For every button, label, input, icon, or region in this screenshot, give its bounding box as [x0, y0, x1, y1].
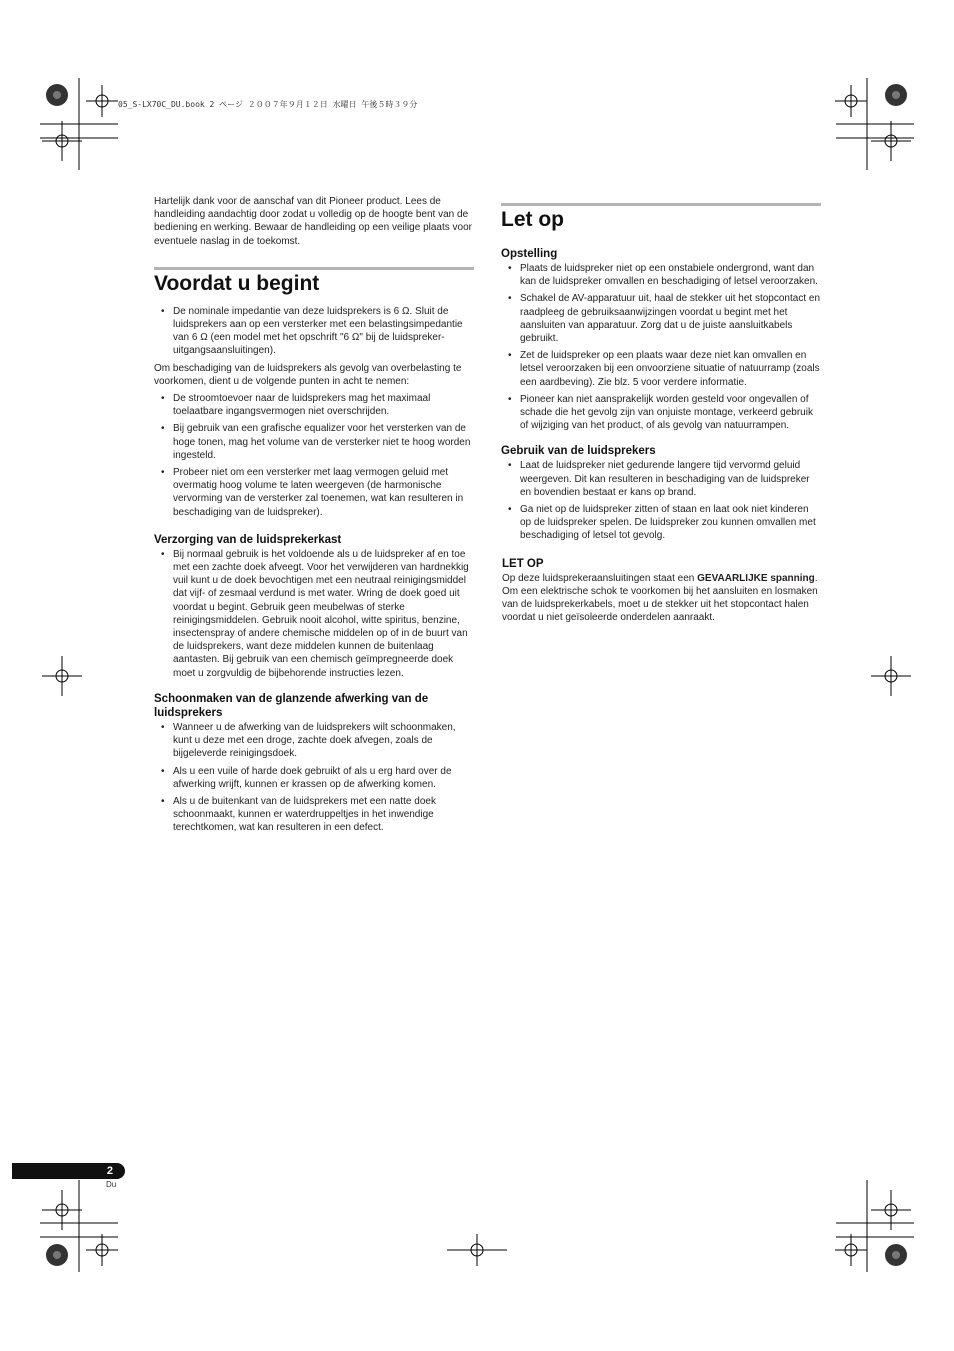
- caution-text-pre: Op deze luidsprekeraansluitingen staat een: [502, 572, 698, 584]
- page-language: Du: [106, 1180, 117, 1189]
- left-column: [154, 195, 474, 839]
- voordat-list-2: [154, 392, 474, 519]
- caution-text-bold-1: GEVAARLIJKE: [697, 572, 768, 584]
- list-item: • Bij gebruik van een grafische equalizer voor het versterken van de hoge tonen, mag het volume van de versterker niet te hoog worden ingesteld.: [154, 422, 474, 462]
- list-item: • Schakel de AV-apparatuur uit, haal de stekker uit het stopcontact en raadpleeg de gebruiksaanwijzingen voordat u begint met het aansluiten van apparatuur. Zorg dat u de juiste aansluitkabels gebruikt.: [501, 292, 821, 345]
- caution-text: [502, 572, 821, 625]
- caution-text-bold-2: spanning: [770, 572, 815, 584]
- subheading-verzorging: Verzorging van de luidsprekerkast: [154, 533, 342, 546]
- page-number-tab: [12, 1163, 125, 1179]
- list-item: • Plaats de luidspreker niet op een onstabiele ondergrond, want dan kan de luidspreker omvallen en beschadiging of letsel veroorzaken.: [501, 262, 821, 288]
- list-item: • De nominale impedantie van deze luidsprekers is 6 Ω. Sluit de luidsprekers aan op een versterker met een belastingsimpedantie van 6 Ω (een model met het opschrift "6 Ω" bij de luidspreker-uitgangsaansluitingen).: [154, 305, 474, 358]
- section-title-voordat: Voordat u begint: [154, 267, 474, 297]
- list-item: • Wanneer u de afwerking van de luidsprekers wilt schoonmaken, kunt u deze met een droge, zachte doek afvegen, zoals de bijgeleverde reinigingsdoek.: [154, 721, 474, 761]
- list-item: • Als u de buitenkant van de luidsprekers met een natte doek schoonmaakt, kunnen er waterdruppeltjes in het inwendige terechtkomen, wat kan resulteren in een defect.: [154, 795, 474, 835]
- right-column: [501, 203, 821, 628]
- list-item: • De stroomtoevoer naar de luidsprekers mag het maximaal toelaatbare ingangsvermogen niet overschrijden.: [154, 392, 474, 418]
- intro-paragraph: Hartelijk dank voor de aanschaf van dit Pioneer product. Lees de handleiding aandachtig door zodat u volledig op de hoogte bent van de bediening en werking. Bewaar de handleiding op een veilige plaats voor eventuele naslag in de toekomst.: [154, 196, 472, 247]
- section-title-letop: Let op: [501, 203, 821, 233]
- subheading-schoonmaken: Schoonmaken van de glanzende afwerking van de luidsprekers: [154, 692, 429, 719]
- list-item: • Zet de luidspreker op een plaats waar deze niet kan omvallen en letsel veroorzaken bij een onvoorziene situatie of natuurramp (zoals een aardbeving). Zie blz. 5 voor verdere informatie.: [501, 349, 821, 389]
- page-number: 2: [106, 1165, 113, 1177]
- caution-title: LET OP: [502, 557, 544, 570]
- list-item: • Bij normaal gebruik is het voldoende als u de luidspreker af en toe met een zachte doek afveegt. Voor het verwijderen van hardnekkig vuil kunt u de doek bevochtigen met een neutraal reinigingsmiddel dat vijf- of zesmaal verdund is met water. Wring de doek goed uit voordat u begint. Gebruik geen meubelwas of sterke reinigingsmiddelen. Gebruik nooit alcohol, witte spiritus, benzine, insectenspray of andere chemische middelen op of in de buurt van de luidsprekers, want deze middelen kunnen de buitenlaag aantasten. Bij gebruik van een chemisch geïmpregneerde doek moet u zorgvuldig de bijbehorende instructies lezen.: [154, 548, 474, 680]
- opstelling-list: [501, 262, 821, 432]
- subheading-opstelling: Opstelling: [501, 248, 558, 260]
- subheading-gebruik: Gebruik van de luidsprekers: [501, 445, 656, 458]
- schoonmaken-list: [154, 721, 474, 835]
- list-item: • Pioneer kan niet aansprakelijk worden gesteld voor ongevallen of schade die het gevolg zijn van onjuiste montage, verkeerd gebruik of wijziging van het product, of als gevolg van natuurrampen.: [501, 393, 821, 433]
- voordat-list-1: [154, 305, 474, 358]
- verzorging-list: [154, 548, 474, 680]
- list-item: • Ga niet op de luidspreker zitten of staan en laat ook niet kinderen op de luidspreker spelen. De luidspreker zou kunnen omvallen met beschadiging of letsel tot gevolg.: [501, 503, 821, 543]
- list-item: • Als u een vuile of harde doek gebruikt of als u erg hard over de afwerking wrijft, kunnen er krassen op de afwerking komen.: [154, 765, 474, 791]
- voordat-paragraph: Om beschadiging van de luidsprekers als gevolg van overbelasting te voorkomen, dient u de volgende punten in acht te nemen:: [154, 362, 462, 387]
- print-header: 05_S-LX70C_DU.book 2 ページ ２００７年９月１２日 水曜日 午後５時３９分: [118, 100, 418, 109]
- gebruik-list: [501, 459, 821, 542]
- list-item: • Laat de luidspreker niet gedurende langere tijd vervormd geluid weergeven. Dit kan resulteren in beschadiging van de luidspreker en bovendien bestaat er kans op brand.: [501, 459, 821, 499]
- caution-text-post: . Om een elektrische schok te voorkomen bij het aansluiten en losmaken van de luidsprekerkabels, moet u de stekker uit het stopcontact halen voordat u niet geïsoleerde onderdelen aanraakt.: [502, 572, 818, 624]
- list-item: • Probeer niet om een versterker met laag vermogen geluid met overmatig hoog volume te laten weergeven (de harmonische vervorming van de versterker zal toenemen, wat kan resulteren in beschadiging van de luidspreker).: [154, 466, 474, 519]
